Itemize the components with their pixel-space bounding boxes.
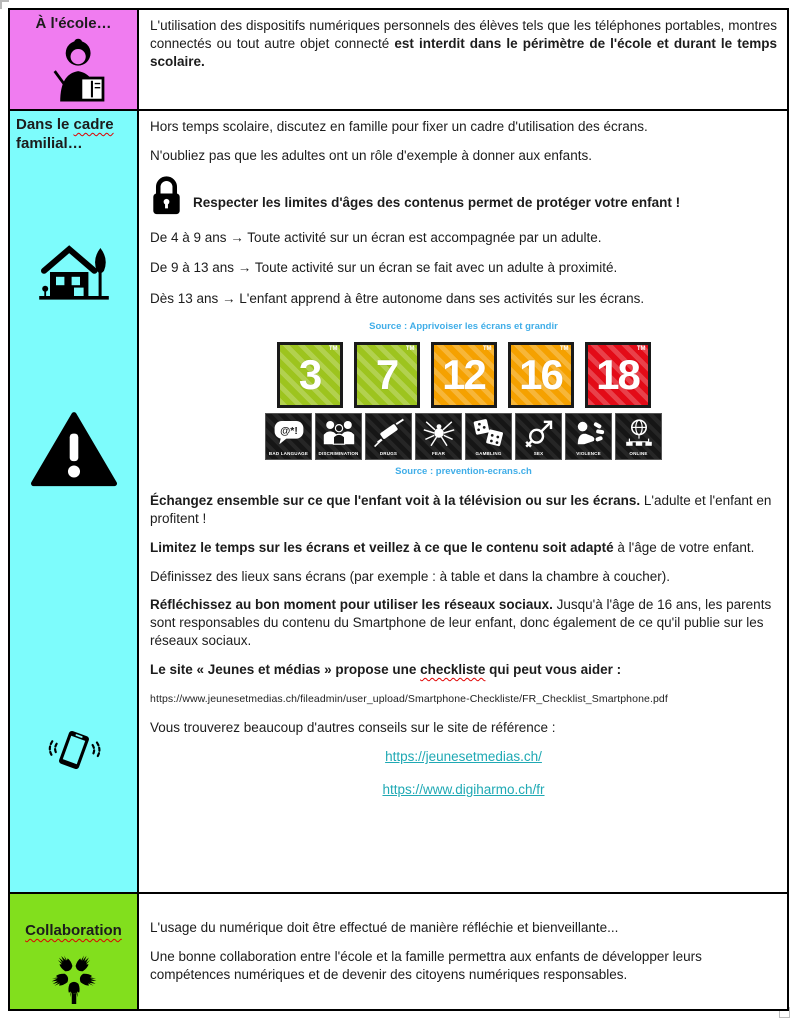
vibrating-phone-icon bbox=[10, 719, 137, 781]
descriptor-gambling: GAMBLING bbox=[465, 413, 512, 460]
family-p7 bbox=[150, 661, 777, 679]
tm-mark: TM bbox=[405, 345, 415, 352]
collaboration-p1: L'usage du numérique doit être effectué de manière réfléchie et bienveillante... bbox=[150, 920, 619, 936]
descriptor-violence: VIOLENCE bbox=[565, 413, 612, 460]
family-text-cell bbox=[139, 111, 787, 894]
house-icon bbox=[10, 241, 137, 303]
misspelled-word-cadre: cadre bbox=[73, 116, 114, 133]
family-p4-bold: Limitez le temps sur les écrans et veillez à ce que le contenu soit adapté bbox=[150, 539, 614, 555]
descriptor-bad-language: @*! BAD LANGUAGE bbox=[265, 413, 312, 460]
pegi-number: 3 bbox=[298, 350, 321, 398]
svg-text:@*!: @*! bbox=[279, 425, 298, 437]
family-p7-prefix: Le site « Jeunes et médias » propose une bbox=[150, 661, 421, 677]
family-p3-bold: Échangez ensemble sur ce que l'enfant voit à la télévision ou sur les écrans. bbox=[150, 493, 641, 509]
three-people-icon bbox=[316, 415, 361, 451]
family-p6 bbox=[150, 596, 777, 649]
school-text-cell bbox=[139, 10, 787, 111]
collaboration-header-cell bbox=[10, 894, 139, 1009]
dice-icon bbox=[466, 415, 511, 451]
descriptor-discrimination: DISCRIMINATION bbox=[315, 413, 362, 460]
pegi-badge-16 bbox=[508, 342, 574, 408]
globe-network-icon bbox=[616, 415, 661, 451]
pegi-age-badges bbox=[150, 342, 777, 408]
syringe-icon bbox=[366, 415, 411, 451]
link-line-2 bbox=[150, 781, 777, 799]
speech-bubble-icon bbox=[266, 415, 311, 451]
padlock-icon bbox=[150, 176, 183, 216]
collaboration-text-cell bbox=[139, 894, 787, 1009]
family-p7-suffix: qui peut vous aider : bbox=[485, 661, 622, 677]
family-p5: Définissez des lieux sans écrans (par exemple : à table et dans la chambre à coucher). bbox=[150, 568, 671, 584]
source-apprivoiser: Source : Apprivoiser les écrans et grandir bbox=[369, 321, 558, 333]
tm-mark: TM bbox=[559, 345, 569, 352]
family-p6-bold: Réfléchissez au bon moment pour utiliser les réseaux sociaux. bbox=[150, 597, 553, 613]
family-p8: Vous trouverez beaucoup d'autres conseils sur le site de référence : bbox=[150, 720, 556, 736]
lock-heading-text: Respecter les limites d'âges des contenus permet de protéger votre enfant ! bbox=[193, 194, 681, 210]
family-p3 bbox=[150, 492, 777, 528]
descriptor-fear: FEAR bbox=[415, 413, 462, 460]
family-header-cell bbox=[10, 111, 139, 894]
family-p2: N'oubliez pas que les adultes ont un rôle d'exemple à donner aux enfants. bbox=[150, 147, 592, 163]
family-p4 bbox=[150, 539, 777, 557]
source-prevention-ecrans: Source : prevention-ecrans.ch bbox=[395, 465, 532, 477]
collaboration-header-title: Collaboration bbox=[25, 922, 122, 939]
collaboration-p2: Une bonne collaboration entre l'école et la famille permettra aux enfants de développer leurs compétences numériques et de devenir des citoyens numériques responsables. bbox=[150, 949, 702, 982]
pegi-number: 18 bbox=[596, 350, 639, 398]
descriptor-sex: SEX bbox=[515, 413, 562, 460]
checklist-url: https://www.jeunesetmedias.ch/fileadmin/user_upload/Smartphone-Checkliste/FR_Checklist_Smartphone.pdf bbox=[150, 692, 668, 705]
pegi-number: 12 bbox=[442, 350, 485, 398]
age-rule-2: De 9 à 13 ans → Toute activité sur un écran se fait avec un adulte à proximité. bbox=[150, 260, 618, 276]
family-header-title: Dans le cadre familial… bbox=[16, 116, 114, 152]
link-line-1 bbox=[150, 748, 777, 766]
info-table bbox=[8, 8, 789, 1011]
school-text-bold: est interdit dans le périmètre de l'école et durant le temps scolaire. bbox=[150, 35, 777, 69]
fist-icon bbox=[566, 415, 611, 451]
pegi-number: 7 bbox=[375, 350, 398, 398]
spider-icon bbox=[416, 415, 461, 451]
pegi-badge-3 bbox=[277, 342, 343, 408]
jeunesetmedias-link[interactable]: https://jeunesetmedias.ch/ bbox=[385, 749, 542, 765]
pegi-badge-12 bbox=[431, 342, 497, 408]
warning-triangle-icon bbox=[10, 411, 137, 489]
misspelled-word-checkliste: checkliste bbox=[420, 661, 486, 677]
pegi-number: 16 bbox=[519, 350, 562, 398]
pegi-content-descriptors bbox=[150, 413, 777, 460]
tm-mark: TM bbox=[328, 345, 338, 352]
tm-mark: TM bbox=[482, 345, 492, 352]
school-header-cell bbox=[10, 10, 139, 111]
tm-mark: TM bbox=[636, 345, 646, 352]
family-p4-rest: à l'âge de votre enfant. bbox=[613, 539, 755, 555]
family-p1: Hors temps scolaire, discutez en famille pour fixer un cadre d'utilisation des écrans. bbox=[150, 119, 648, 134]
age-rule-3: Dès 13 ans → L'enfant apprend à être autonome dans ses activités sur les écrans. bbox=[150, 291, 645, 307]
descriptor-online: ONLINE bbox=[615, 413, 662, 460]
age-rule-1: De 4 à 9 ans → Toute activité sur un écran est accompagnée par un adulte. bbox=[150, 229, 602, 245]
family-p6-rest: Jusqu'à l'âge de 16 ans, les parents sont responsables du contenu du Smartphone de leur enfant, donc également de ce qu'il publie sur les réseaux sociaux. bbox=[150, 597, 772, 648]
lock-heading-row bbox=[150, 176, 777, 216]
pegi-badge-18 bbox=[585, 342, 651, 408]
pegi-badge-7 bbox=[354, 342, 420, 408]
family-p3-rest: L'adulte et l'enfant en profitent ! bbox=[150, 493, 772, 526]
digiharmo-link[interactable]: https://www.digiharmo.ch/fr bbox=[382, 782, 545, 798]
gender-symbols-icon bbox=[516, 415, 561, 451]
joined-hands-icon bbox=[41, 943, 107, 1004]
school-paragraph bbox=[150, 17, 777, 70]
school-text-normal: L'utilisation des dispositifs numériques personnels des élèves tels que les téléphones portables, montres connectés ou tout autre objet connecté bbox=[150, 18, 777, 51]
descriptor-drugs: DRUGS bbox=[365, 413, 412, 460]
school-header-title: À l'école… bbox=[35, 15, 112, 32]
teacher-icon bbox=[37, 38, 111, 104]
